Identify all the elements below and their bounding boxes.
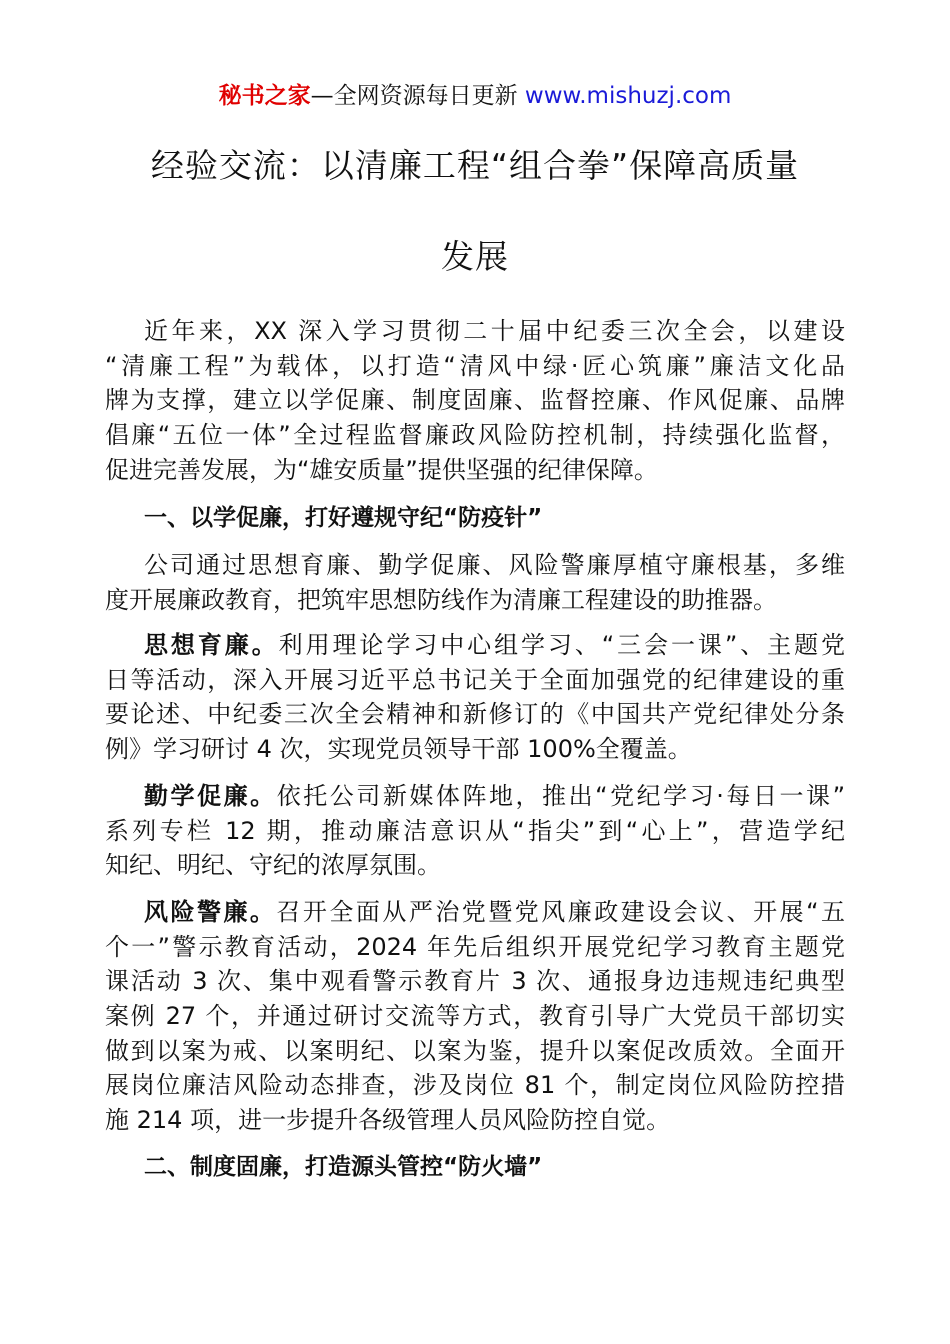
document-title-line2: 发展: [441, 237, 509, 276]
section2-heading: 二、制度固廉，打造源头管控“防火墙”: [144, 1154, 543, 1180]
intro-paragraph: [105, 314, 845, 487]
text-line: 近年来，XX 深入学习贯彻二十届中纪委三次全会，以建设: [144, 317, 845, 345]
text-line: 依托公司新媒体阵地，推出“党纪学习·每日一课”: [276, 782, 845, 810]
text-line: 例》学习研讨 4 次，实现党员领导干部 100%全覆盖。: [105, 735, 692, 764]
paragraph-lead: 勤学促廉。: [144, 782, 277, 810]
text-line: 日等活动，深入开展习近平总书记关于全面加强党的纪律建设的重: [105, 665, 845, 694]
text-line: 召开全面从严治党暨党风廉政建设会议、开展“五: [276, 898, 846, 926]
text-line: 知纪、明纪、守纪的浓厚氛围。: [105, 851, 441, 880]
paragraph-lead: 风险警廉。: [144, 898, 277, 926]
paragraph-study: [105, 779, 845, 883]
text-line: 课活动 3 次、集中观看警示教育片 3 次、通报身边违规违纪典型: [105, 967, 845, 996]
brand-name: 秘书之家: [218, 83, 311, 109]
paragraph-thought: [105, 628, 845, 767]
section1-heading: 一、以学促廉，打好遵规守纪“防疫针”: [144, 505, 543, 531]
text-line: 倡廉“五位一体”全过程监督廉政风险防控机制，持续强化监督，: [105, 421, 845, 450]
site-url-link[interactable]: www.mishuzj.com: [524, 83, 732, 109]
section1-summary: [105, 548, 845, 617]
text-line: 牌为支撑，建立以学促廉、制度固廉、监督控廉、作风促廉、品牌: [105, 386, 845, 415]
text-line: 度开展廉政教育，把筑牢思想防线作为清廉工程建设的助推器。: [105, 585, 777, 614]
document-title-line1: 经验交流：以清廉工程“组合拳”保障高质量: [150, 146, 800, 185]
text-line: 要论述、中纪委三次全会精神和新修订的《中国共产党纪律处分条: [105, 700, 845, 729]
text-line: 公司通过思想育廉、勤学促廉、风险警廉厚植守廉根基，多维: [144, 551, 845, 579]
text-line: “清廉工程”为载体，以打造“清风中绿·匠心筑廉”廉洁文化品: [105, 351, 845, 380]
text-line: 做到以案为戒、以案明纪、以案为鉴，提升以案促改质效。全面开: [105, 1036, 845, 1065]
text-line: 案例 27 个，并通过研讨交流等方式，教育引导广大党员干部切实: [105, 1002, 845, 1031]
text-line: 促进完善发展，为“雄安质量”提供坚强的纪律保障。: [105, 455, 658, 484]
text-line: 个一”警示教育活动，2024 年先后组织开展党纪学习教育主题党: [105, 932, 845, 961]
text-line: 施 214 项，进一步提升各级管理人员风险防控自觉。: [105, 1106, 671, 1135]
paragraph-risk: [105, 895, 845, 1138]
paragraph-lead: 思想育廉。: [144, 631, 279, 659]
text-line: 系列专栏 12 期，推动廉洁意识从“指尖”到“心上”，营造学纪: [105, 816, 845, 845]
site-header: [0, 80, 950, 112]
text-line: 展岗位廉洁风险动态排查，涉及岗位 81 个，制定岗位风险防控措: [105, 1071, 845, 1100]
header-tagline: —全网资源每日更新: [310, 83, 525, 109]
text-line: 利用理论学习中心组学习、“三会一课”、主题党: [278, 631, 845, 659]
